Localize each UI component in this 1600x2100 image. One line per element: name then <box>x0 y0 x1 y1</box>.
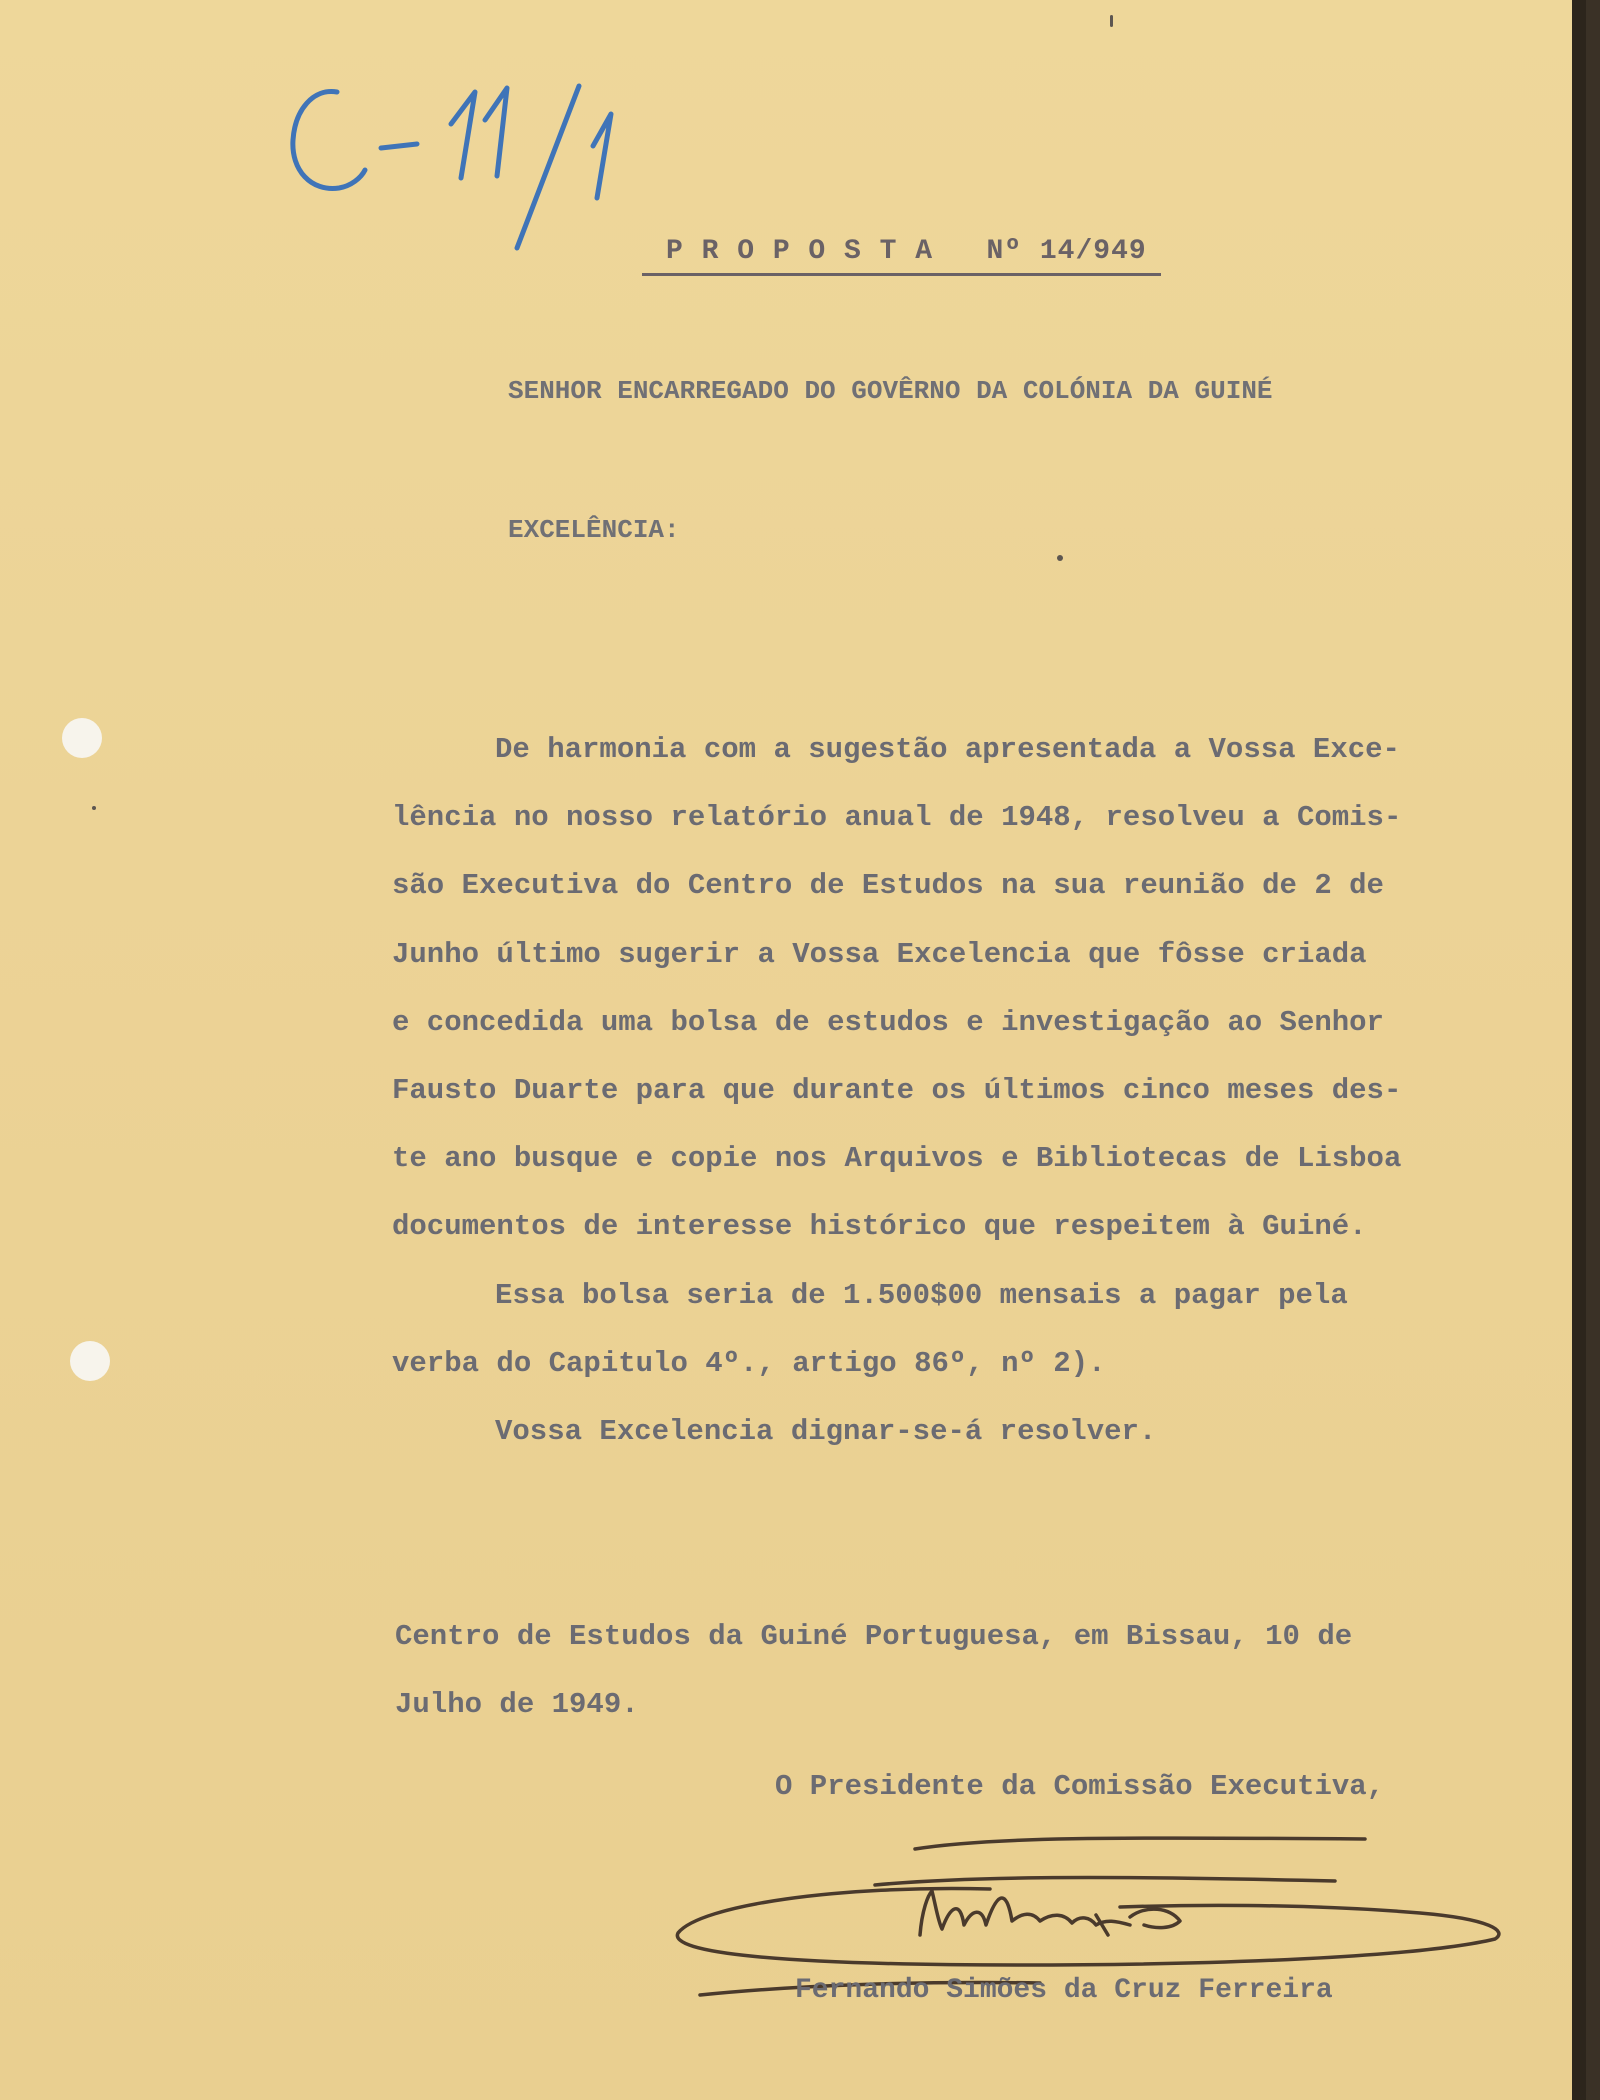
place-date-line: Centro de Estudos da Guiné Portuguesa, em Bissau, 10 de <box>395 1620 1353 1653</box>
signer-name: Fernando Simões da Cruz Ferreira <box>795 1975 1333 2006</box>
punch-hole-top <box>62 718 102 758</box>
scan-edge <box>1572 0 1586 2100</box>
handwritten-reference-mark <box>285 70 645 260</box>
salutation: EXCELÊNCIA: <box>508 515 680 545</box>
body-line: De harmonia com a sugestão apresentada a Vossa Exce- <box>495 733 1400 766</box>
place-date-line: Julho de 1949. <box>395 1688 639 1721</box>
body-line: documentos de interesse histórico que respeitem à Guiné. <box>392 1210 1367 1244</box>
body-text <box>392 716 1542 1466</box>
body-line: e concedida uma bolsa de estudos e investigação ao Senhor <box>392 1005 1384 1039</box>
body-line: verba do Capitulo 4º., artigo 86º, nº 2). <box>392 1346 1106 1380</box>
body-line: Junho último sugerir a Vossa Excelencia que fôsse criada <box>392 937 1367 971</box>
ink-speck <box>92 806 96 810</box>
closing-line: O Presidente da Comissão Executiva, <box>775 1770 1385 1803</box>
body-line: lência no nosso relatório anual de 1948, resolveu a Comis- <box>392 801 1402 835</box>
addressee: SENHOR ENCARREGADO DO GOVÊRNO DA COLÓNIA DA GUINÉ <box>508 376 1273 406</box>
ink-speck <box>1057 555 1063 561</box>
body-line: te ano busque e copie nos Arquivos e Bibliotecas de Lisboa <box>392 1142 1402 1176</box>
document-title: P R O P O S T A Nº 14/949 <box>642 236 1161 276</box>
ink-speck <box>1110 15 1113 27</box>
punch-hole-bottom <box>70 1341 110 1381</box>
place-and-date <box>395 1603 1352 1739</box>
body-line: Fausto Duarte para que durante os últimos cinco meses des- <box>392 1074 1402 1108</box>
body-line: Vossa Excelencia dignar-se-á resolver. <box>495 1415 1157 1449</box>
body-line: são Executiva do Centro de Estudos na sua reunião de 2 de <box>392 869 1384 903</box>
body-line: Essa bolsa seria de 1.500$00 mensais a pagar pela <box>495 1278 1348 1312</box>
